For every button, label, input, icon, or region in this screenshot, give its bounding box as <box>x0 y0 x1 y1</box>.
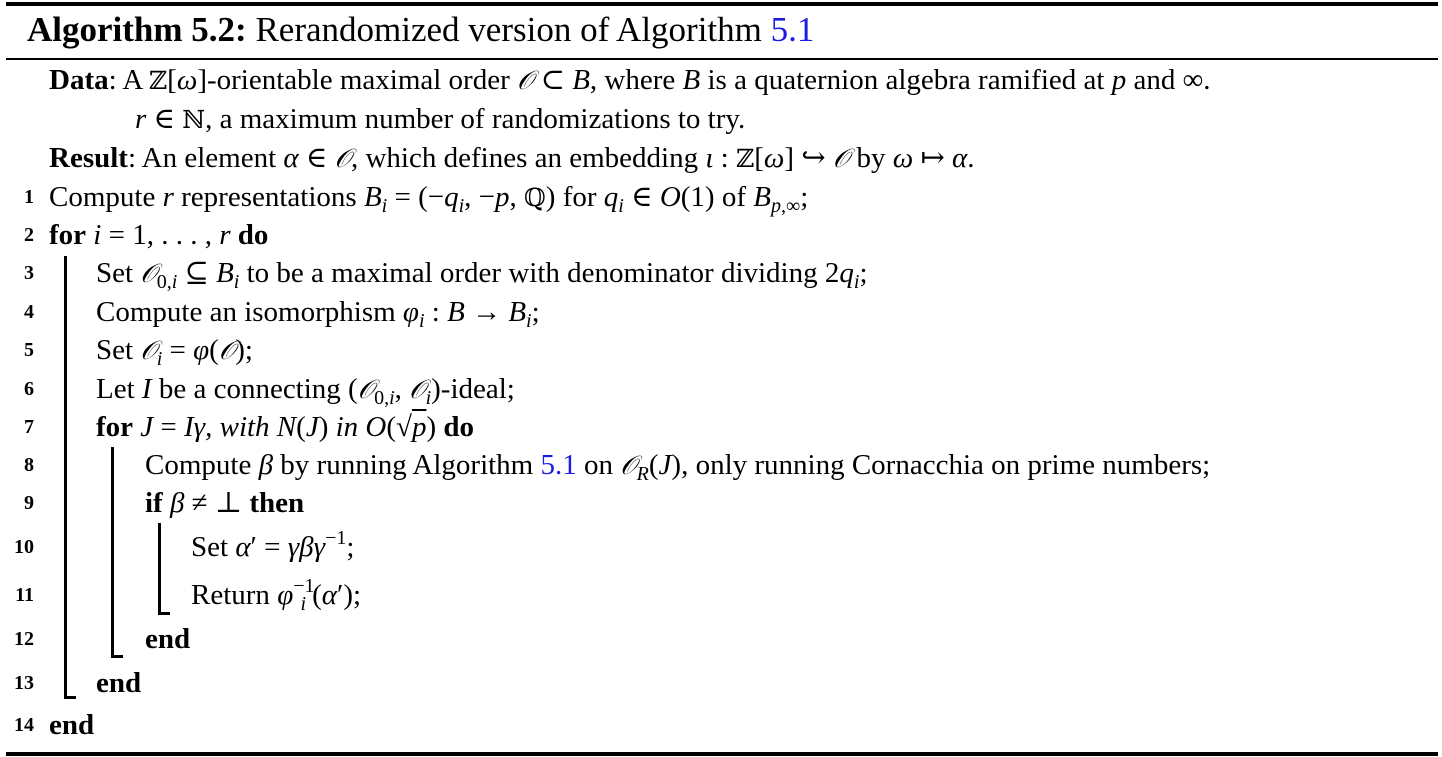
line-number: 4 <box>24 301 34 323</box>
data-line-2: r ∈ ℕ, a maximum number of randomizations to try. <box>135 103 746 135</box>
line-number: 1 <box>24 186 34 208</box>
line-number: 10 <box>14 536 34 558</box>
algo-line-2: for i = 1, . . . , r do <box>49 219 269 251</box>
algorithm-caption <box>27 6 814 54</box>
line-number: 5 <box>24 339 34 361</box>
end-keyword: end <box>49 709 95 741</box>
if-block-tick <box>158 612 170 615</box>
line-number: 9 <box>24 492 34 514</box>
result-line: Result: An element α ∈ 𝒪, which defines an embedding ι : ℤ[ω] ↪ 𝒪 by ω ↦ α. <box>49 142 975 174</box>
caption-ref-link[interactable]: 5.1 <box>770 10 815 49</box>
algo-line-13 <box>96 664 141 702</box>
caption-label: Algorithm 5.2: <box>27 10 247 49</box>
algo-line-4: Compute an isomorphism $\varphi_i$ : $B \to B_i$; <box>96 296 540 332</box>
algo-line-9: if β ≠ ⊥ then <box>145 487 305 519</box>
end-keyword: end <box>145 623 191 655</box>
algo-line-12 <box>145 620 190 658</box>
line-number: 2 <box>24 224 34 246</box>
for-block-bar <box>64 256 67 699</box>
for-block-tick <box>64 696 76 699</box>
line-number: 14 <box>14 714 34 736</box>
algo-line-7: for J = Iγ, with N(J) in O(√p) do <box>96 411 475 443</box>
inner-for-block-tick <box>111 655 123 658</box>
data-line: Data: A ℤ[ω]-orientable maximal order 𝒪 ⊂ B, where B is a quaternion algebra ramified at p and ∞. <box>49 64 1211 96</box>
inner-for-block-bar <box>111 447 114 658</box>
algo-line-10: Set α′ = γβγ$^{-1}$; <box>191 527 355 563</box>
line-number: 13 <box>14 672 34 694</box>
caption-title: Rerandomized version of Algorithm <box>255 10 762 49</box>
algo-line-11: Return $\varphi^{-1}_i$ (α′); <box>191 575 362 615</box>
line-number: 8 <box>24 454 34 476</box>
algo-line-3: Set 𝒪$_{0,i}$ ⊆ $B_i$ to be a maximal order with denominator dividing $2q_i$; <box>96 257 868 293</box>
algo-ref-link[interactable]: 5.1 <box>540 449 577 481</box>
algo-line-5: Set 𝒪$_i$ = φ(𝒪); <box>96 334 253 370</box>
line-number: 6 <box>24 378 34 400</box>
algo-line-14 <box>49 706 94 744</box>
line-number: 12 <box>14 628 34 650</box>
algo-line-8: Compute β by running Algorithm 5.1 on 𝒪$_R$(J), only running Cornacchia on prime numbers; <box>145 449 1211 485</box>
data-label: Data <box>49 64 109 96</box>
algo-line-1: Compute r representations $B_i = (-q_i$, −p, ℚ) for $q_i$ ∈ O(1) of $B_{p,\infty}$; <box>49 181 809 217</box>
end-keyword: end <box>96 667 142 699</box>
line-number: 11 <box>15 584 34 606</box>
caption-rule <box>6 58 1438 60</box>
bottom-rule <box>6 752 1438 756</box>
line-number: 3 <box>24 262 34 284</box>
result-label: Result <box>49 142 128 174</box>
line-number: 7 <box>24 416 34 438</box>
if-block-bar <box>158 523 161 615</box>
algo-line-6: Let I be a connecting (𝒪$_{0,i}$, 𝒪$_i$)-ideal; <box>96 373 515 409</box>
